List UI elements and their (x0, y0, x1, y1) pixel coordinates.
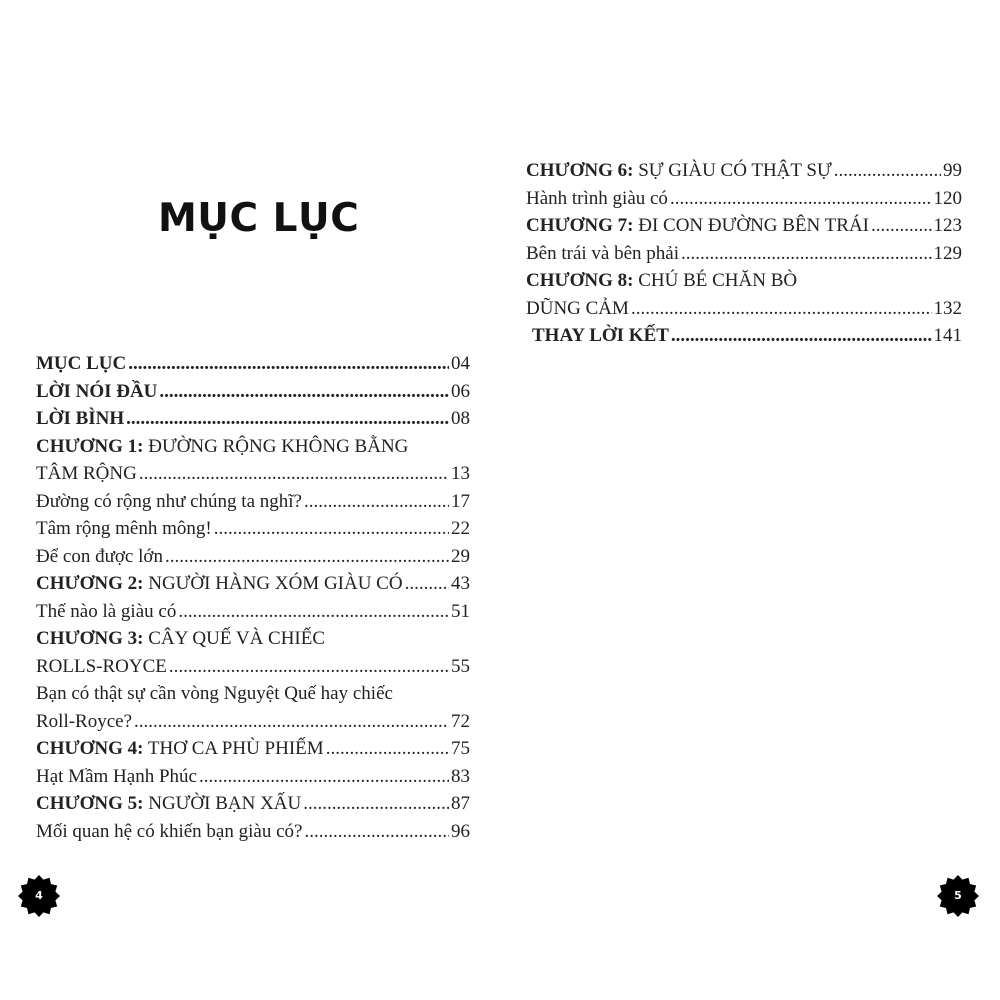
page-number-badge (937, 875, 979, 917)
toc-entry-page: 123 (933, 215, 962, 236)
dot-leader (304, 818, 449, 846)
toc-chapter-heading (36, 625, 470, 653)
toc-entry-label: Bạn có thật sự cần vòng Nguyệt Quế hay chiếc (36, 683, 393, 704)
toc-entry (36, 763, 470, 791)
toc-entry-label (36, 570, 403, 598)
dot-leader (126, 405, 449, 433)
dot-leader (304, 488, 449, 516)
toc-entry-page: 87 (451, 793, 470, 814)
toc-chapter-entry (36, 735, 470, 763)
dot-leader (631, 295, 932, 323)
toc-entry-page: 120 (933, 187, 962, 209)
chapter-prefix: CHƯƠNG 5: (36, 793, 144, 814)
toc-entry-page: 17 (451, 490, 470, 512)
chapter-title: CHÚ BÉ CHĂN BÒ (638, 270, 798, 291)
toc-entry-page: 04 (451, 353, 470, 374)
dot-leader (326, 735, 449, 763)
chapter-prefix: CHƯƠNG 2: (36, 573, 144, 594)
chapter-title: NGƯỜI HÀNG XÓM GIÀU CÓ (148, 573, 403, 594)
chapter-prefix: CHƯƠNG 7: (526, 215, 634, 236)
toc-entry-page: 55 (451, 655, 470, 677)
toc-entry-page: 132 (933, 297, 962, 319)
toc-chapter-heading (36, 433, 470, 461)
chapter-title: SỰ GIÀU CÓ THẬT SỰ (638, 160, 832, 181)
dot-leader (670, 185, 932, 213)
toc-entry (36, 405, 470, 433)
dot-leader (165, 543, 449, 571)
toc-chapter-entry (36, 790, 470, 818)
toc-chapter-entry (36, 570, 470, 598)
chapter-prefix: CHƯƠNG 1: (36, 435, 144, 457)
toc-left-column (36, 350, 470, 845)
toc-entry-page: 72 (451, 710, 470, 732)
dot-leader (128, 350, 449, 378)
chapter-prefix: CHƯƠNG 6: (526, 160, 634, 181)
toc-entry-page: 83 (451, 765, 470, 787)
dot-leader (303, 790, 449, 818)
toc-entry-page: 06 (451, 380, 470, 402)
toc-entry-page: 29 (451, 545, 470, 567)
dot-leader (214, 515, 449, 543)
toc-entry-label (526, 212, 869, 240)
chapter-title: ĐI CON ĐƯỜNG BÊN TRÁI (638, 215, 870, 236)
toc-entry-page: 22 (451, 518, 470, 539)
toc-entry (36, 350, 470, 378)
dot-leader (681, 240, 931, 268)
toc-entry-label (36, 735, 324, 763)
toc-entry-label: MỤC LỤC (36, 353, 127, 374)
chapter-prefix: CHƯƠNG 8: (526, 270, 634, 291)
dot-leader (134, 708, 449, 736)
chapter-title: ĐƯỜNG RỘNG KHÔNG BẰNG (148, 435, 409, 457)
toc-entry (36, 488, 470, 516)
dot-leader (405, 570, 449, 598)
toc-entry-page: 99 (943, 160, 962, 181)
toc-chapter-heading (526, 267, 962, 295)
toc-entry (36, 818, 470, 846)
dot-leader (139, 460, 449, 488)
toc-entry (36, 653, 470, 681)
toc-entry-page: 75 (451, 738, 470, 759)
toc-entry (36, 708, 470, 736)
toc-entry-label: Đường có rộng như chúng ta nghĩ? (36, 490, 302, 512)
toc-entry-label: Tâm rộng mênh mông! (36, 518, 212, 539)
toc-entry-continued (36, 680, 470, 708)
toc-entry-page: 96 (451, 820, 470, 842)
page-number: 4 (35, 889, 43, 902)
toc-entry (36, 378, 470, 406)
dot-leader (159, 378, 449, 406)
toc-entry-label: DŨNG CẢM (526, 297, 629, 319)
toc-entry-label: LỜI BÌNH (36, 408, 125, 429)
toc-entry-label: Thế nào là giàu có (36, 600, 177, 622)
dot-leader (871, 212, 931, 240)
toc-entry-label: Bên trái và bên phải (526, 242, 680, 264)
toc-chapter-entry (526, 157, 962, 185)
toc-entry-label: TÂM RỘNG (36, 463, 137, 484)
toc-entry-page: 51 (451, 600, 470, 622)
toc-entry-label: ROLLS-ROYCE (36, 655, 167, 677)
dot-leader (199, 763, 449, 791)
toc-entry-page: 43 (451, 573, 470, 594)
toc-entry-page: 08 (451, 408, 470, 429)
dot-leader (834, 157, 941, 185)
toc-entry-label: Hành trình giàu có (526, 187, 668, 209)
page-title: MỤC LỤC (158, 196, 360, 241)
chapter-prefix: CHƯƠNG 4: (36, 738, 144, 759)
toc-entry-label: LỜI NÓI ĐẦU (36, 380, 158, 402)
toc-entry-label: Hạt Mầm Hạnh Phúc (36, 765, 197, 787)
toc-entry (526, 295, 962, 323)
chapter-title: THƠ CA PHÙ PHIẾM (147, 738, 324, 759)
toc-entry-label (526, 157, 832, 185)
toc-entry (36, 598, 470, 626)
toc-right-column (526, 157, 962, 350)
chapter-title: CÂY QUẾ VÀ CHIẾC (148, 628, 326, 649)
toc-entry-label (36, 790, 301, 818)
toc-entry (526, 322, 962, 350)
toc-entry (36, 543, 470, 571)
toc-entry-label: THAY LỜI KẾT (532, 325, 669, 346)
toc-chapter-entry (526, 212, 962, 240)
toc-entry (526, 240, 962, 268)
toc-entry-page: 13 (451, 463, 470, 484)
page-number-badge (18, 875, 60, 917)
toc-entry (36, 515, 470, 543)
toc-entry-label: Mối quan hệ có khiến bạn giàu có? (36, 820, 303, 842)
toc-entry-label: Để con được lớn (36, 545, 163, 567)
toc-entry (36, 460, 470, 488)
chapter-title: NGƯỜI BẠN XẤU (148, 793, 302, 814)
dot-leader (169, 653, 449, 681)
toc-entry-label: Roll-Royce? (36, 710, 133, 732)
toc-entry-page: 129 (933, 242, 962, 264)
dot-leader (178, 598, 449, 626)
toc-entry (526, 185, 962, 213)
page-number: 5 (954, 889, 962, 902)
chapter-prefix: CHƯƠNG 3: (36, 628, 144, 649)
dot-leader (671, 322, 932, 350)
toc-entry-page: 141 (933, 325, 962, 346)
